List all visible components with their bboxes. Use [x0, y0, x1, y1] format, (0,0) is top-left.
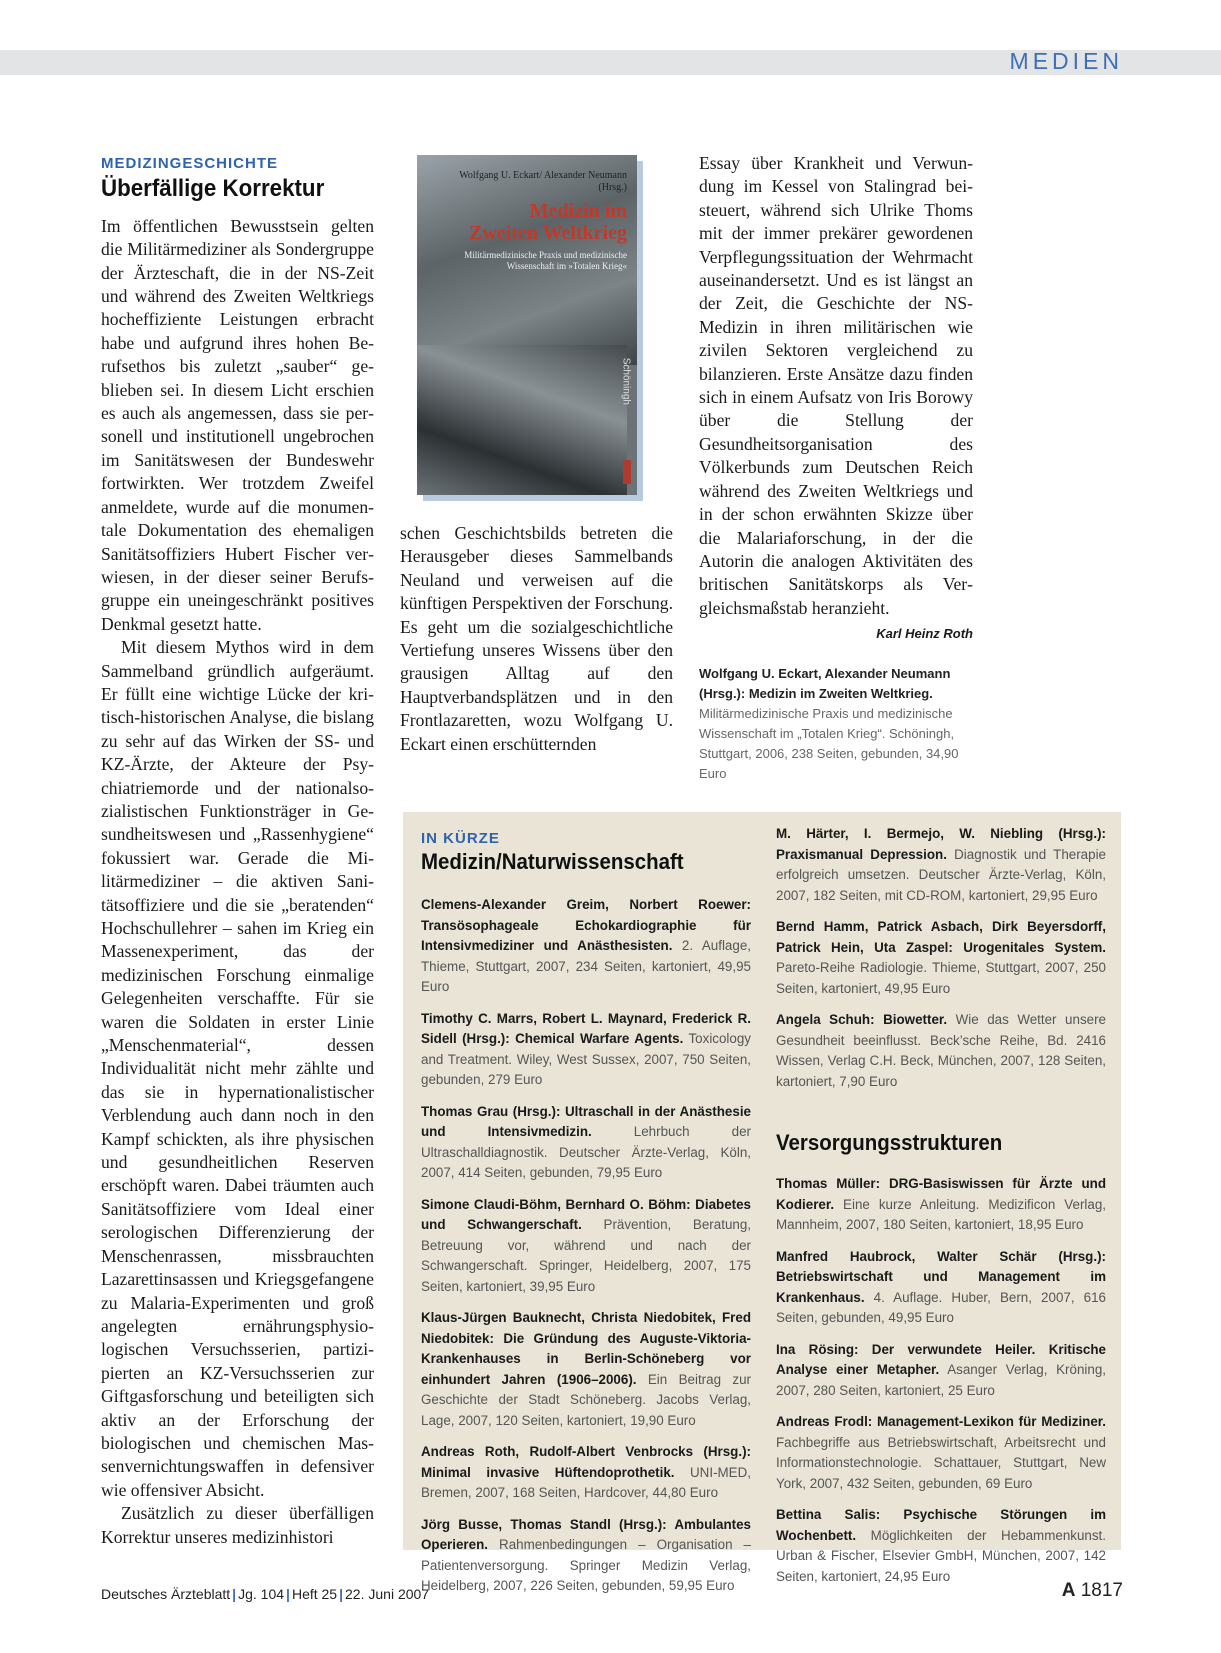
list-item: Bernd Hamm, Patrick Asbach, Dirk Beyersdorff, Patrick Hein, Uta Zaspel: Urogenitales System. Pareto-Reihe Radiologie. Thieme, Stuttgart, 2007, 250 Seiten, kartoniert, 49,95 Euro — [776, 919, 1106, 996]
book-reference — [699, 664, 973, 784]
list-item: Klaus-Jürgen Bauknecht, Christa Niedobitek, Fred Niedobitek: Die Gründung des Auguste-Viktoria-Krankenhauses in Berlin-Schöneberg vor einhundert Jahren (1906–2006). Ein Beitrag zur Geschichte der Stadt Schöneberg. Jacobs Verlag, Lage, 2007, 120 Seiten, kartoniert, 19,90 Euro — [421, 1310, 751, 1428]
list-item: Clemens-Alexander Greim, Norbert Roewer: Transösophageale Echokardiographie für Intensivmediziner und Anästhesisten. 2. Auflage, Thieme, Stuttgart, 2007, 234 Seiten, kartoniert, 49,95 Euro — [421, 897, 751, 994]
book-cover-image — [417, 155, 637, 495]
cover-authors: Wolfgang U. Eckart/ Alexander Neumann (Hrsg.) — [459, 170, 627, 193]
article-paragraph: Im öffentlichen Bewusstsein gelten die Militärmediziner als Sondergruppe der Ärzteschaft, die in der NS-Zeit und während des Zweiten Weltkriegs hocheffiziente Leistungen erbracht habe und aufgrund ihres hohen Berufsethos bis zuletzt „sauber“ geblieben sei. In diesem Licht erschien es auch als angemessen, dass sie personell und institutionell ungebrochen im Sanitätswesen der Bundeswehr fortwirkten. Wer trotzdem Zweifel anmeldete, wurde auf die monumentale Dokumentation des ehemaligen Sanitätsoffiziers Hubert Fischer verwiesen, in der dieser seiner Berufsgruppe ein uneingeschränkt positives Denkmal gesetzt hatte. — [101, 215, 374, 634]
list-item: Ina Rösing: Der verwundete Heiler. Kritische Analyse einer Metapher. Asanger Verlag, Kröning, 2007, 280 Seiten, kartoniert, 25 Euro — [776, 1341, 1106, 1398]
kurz-kicker: IN KÜRZE — [421, 830, 500, 847]
article-title: Überfällige Korrektur — [101, 175, 325, 203]
cover-photo — [417, 345, 627, 495]
article-column-2 — [400, 522, 673, 756]
list-item: Thomas Müller: DRG-Basiswissen für Ärzte und Kodierer. Eine kurze Anleitung. Medizificon Verlag, Mannheim, 2007, 180 Seiten, kartoniert, 18,95 Euro — [776, 1176, 1106, 1232]
article-column-3 — [699, 152, 973, 784]
book-reference-details: Militärmedizinische Praxis und medizinische Wissenschaft im „Totalen Krieg“. Schöningh, Stuttgart, 2006, 238 Seiten, gebunden, 34,90 Euro — [699, 705, 959, 781]
list-item: Manfred Haubrock, Walter Schär (Hrsg.): Betriebswirtschaft und Management im Krankenhaus. 4. Auflage. Huber, Bern, 2007, 616 Seiten, gebunden, 49,95 Euro — [776, 1248, 1106, 1325]
list-item: Simone Claudi-Böhm, Bernhard O. Böhm: Diabetes und Schwangerschaft. Prävention, Beratung, Betreuung vor, während und nach der Schwangerschaft. Springer, Heidelberg, 2007, 175 Seiten, kartoniert, 39,95 Euro — [421, 1196, 752, 1294]
kurz-subsection-title: Versorgungsstrukturen — [776, 1130, 1003, 1155]
list-item: Angela Schuh: Biowetter. Wie das Wetter unsere Gesundheit beeinflusst. Beck’sche Reihe, Bd. 2416 Wissen, Verlag C.H. Beck, München, 2007, 128 Seiten, kartoniert, 7,90 Euro — [776, 1012, 1106, 1089]
cover-red-tag — [623, 460, 631, 484]
article-author: Karl Heinz Roth — [876, 626, 973, 642]
list-item: Bettina Salis: Psychische Störungen im Wochenbett. Möglichkeiten der Hebammenkunst. Urban & Fischer, Elsevier GmbH, München, 2007, 142 Seiten, kartoniert, 24,95 Euro — [776, 1507, 1106, 1584]
journal-issue: Heft 25 — [291, 1586, 338, 1602]
list-item: Andreas Frodl: Management-Lexikon für Mediziner. Fachbegriffe aus Betriebswirtschaft, Arbeitsrecht und Informationstechnologie. Schattauer, Stuttgart, New York, 2007, 432 Seiten, gebunden, 69 Euro — [776, 1414, 1106, 1491]
journal-name: Deutsches Ärzteblatt — [101, 1586, 231, 1602]
list-item: Andreas Roth, Rudolf-Albert Venbrocks (Hrsg.): Minimal invasive Hüftendoprothetik. UNI-MED, Bremen, 2007, 168 Seiten, Hardcover, 44,80 Euro — [421, 1444, 752, 1500]
list-item: Timothy C. Marrs, Robert L. Maynard, Frederick R. Sidell (Hrsg.): Chemical Warfare Agents. Toxicology and Treatment. Wiley, West Sussex, 2007, 750 Seiten, gebunden, 279 Euro — [421, 1010, 751, 1087]
page-footer: Deutsches Ärzteblatt | Jg. 104 | Heft 25 | 22. Juni 2007 — [101, 1586, 430, 1602]
cover-title: Medizin im Zweiten Weltkrieg — [469, 200, 627, 244]
list-item: Thomas Grau (Hrsg.): Ultraschall in der Anästhesie und Intensivmedizin. Lehrbuch der Ultraschalldiagnostik. Deutscher Ärzte-Verlag, Köln, 2007, 414 Seiten, gebunden, 79,95 Euro — [421, 1103, 751, 1180]
article-paragraph: Essay über Krankheit und Verwundung im Kessel von Stalingrad beisteuert, während sich Ulrike Thoms mit der immer prekärer gewordenen Verpflegungssituation der Wehrmacht auseinandersetzt. Und es ist längst an der Zeit, die Geschichte der NS-Medizin in ihren militärischen wie zivilen Sektoren vergleichend zu bilanzieren. Erste Ansätze dazu finden sich in einem Aufsatz von Iris Borowy über die Stellung der Gesundheitsorganisation des Völkerbunds zum Deutschen Reich während des Zweiten Weltkriegs und in der schon erwähnten Skizze über die Malariaforschung, in der die Autorin die analogen Aktivitäten des britischen Sanitätskorps als Vergleichsmaßstab heranzieht. — [699, 153, 973, 618]
list-item: M. Härter, I. Bermejo, W. Niebling (Hrsg.): Praxismanual Depression. Diagnostik und Therapie erfolgreich umsetzen. Deutscher Ärzte-Verlag, Köln, 2007, 182 Seiten, mit CD-ROM, kartoniert, 29,95 Euro — [776, 826, 1106, 903]
article-paragraph: Zusätzlich zu dieser überfälligen Korrektur unseres medizinhistori — [101, 1503, 374, 1547]
article-paragraph: Mit diesem Mythos wird in dem Sammelband gründlich aufgeräumt. Er füllt eine wichtige Lücke der kritisch-historischen Analyse, die bislang zu sehr auf das Wirken der SS- und KZ-Ärzte, der Akteure der Psychiatriemorde und der nationalsozialistischen Funktionsträger in Gesundheitswesen und „Rassenhygiene“ fokussiert war. Gerade die Militärmediziner – die aktiven Sanitätsoffiziere und die sie „beratenden“ Hochschullehrer – sahen im Krieg ein Massenexperiment, das der medizinischen Forschung einmalige Gelegenheiten verschaffte. Für sie waren die Soldaten in erster Linie „Menschenmaterial“, dessen Individualität nicht mehr zählte und das sie in hypernationalistischer Verblendung auch dann noch in den Kampf schickten, als ihre physischen und gesundheitlichen Reserven erschöpft waren. Dabei träumten auch Sanitätsoffiziere vom Ideal einer serologischen Differenzierung der Menschenrassen, missbrauchten Lazarettinsassen und Kriegsgefangene zu Malaria-Experimenten und groß angelegten ernährungsphysiologischen Versuchsserien, partizipierten an KZ-Versuchsserien zur Giftgasforschung und beteiligten sich aktiv an der Erforschung der biologischen und chemischen Massenvernichtungswaffen in defensiver wie offensiver Absicht. — [101, 637, 374, 1500]
cover-publisher: Schöningh — [620, 357, 631, 405]
section-label: MEDIEN — [1009, 48, 1123, 74]
kurz-right-column — [776, 824, 1106, 1598]
journal-volume: Jg. 104 — [238, 1586, 285, 1602]
article-kicker: MEDIZINGESCHICHTE — [101, 155, 279, 172]
page-number: A 1817 — [1061, 1580, 1123, 1601]
article-column-1 — [101, 152, 374, 1549]
kurz-title: Medizin/Naturwissenschaft — [421, 849, 684, 874]
book-reference-title: Wolfgang U. Eckart, Alexander Neumann (Hrsg.): Medizin im Zweiten Weltkrieg. — [699, 665, 951, 701]
list-item: Jörg Busse, Thomas Standl (Hrsg.): Ambulantes Operieren. Rahmenbedingungen – Organisation – Patientenversorgung. Springer Medizin Verlag, Heidelberg, 2007, 226 Seiten, gebunden, 59,95 Euro — [421, 1516, 751, 1593]
journal-date: 22. Juni 2007 — [345, 1586, 430, 1602]
cover-subtitle: Militärmedizinische Praxis und medizinische Wissenschaft im »Totalen Krieg« — [464, 250, 627, 271]
kurz-left-column — [421, 830, 751, 1608]
article-paragraph: schen Geschichtsbilds betreten die Herausgeber dieses Sammelbands Neuland und verweisen auf die künftigen Perspektiven der Forschung. Es geht um die sozialgeschichtliche Vertiefung unseres Wissens über den grausigen Alltag auf den Hauptverbandsplätzen und in den Frontlazaretten, wozu Wolfgang U. Eckart einen erschütternden — [400, 523, 673, 754]
